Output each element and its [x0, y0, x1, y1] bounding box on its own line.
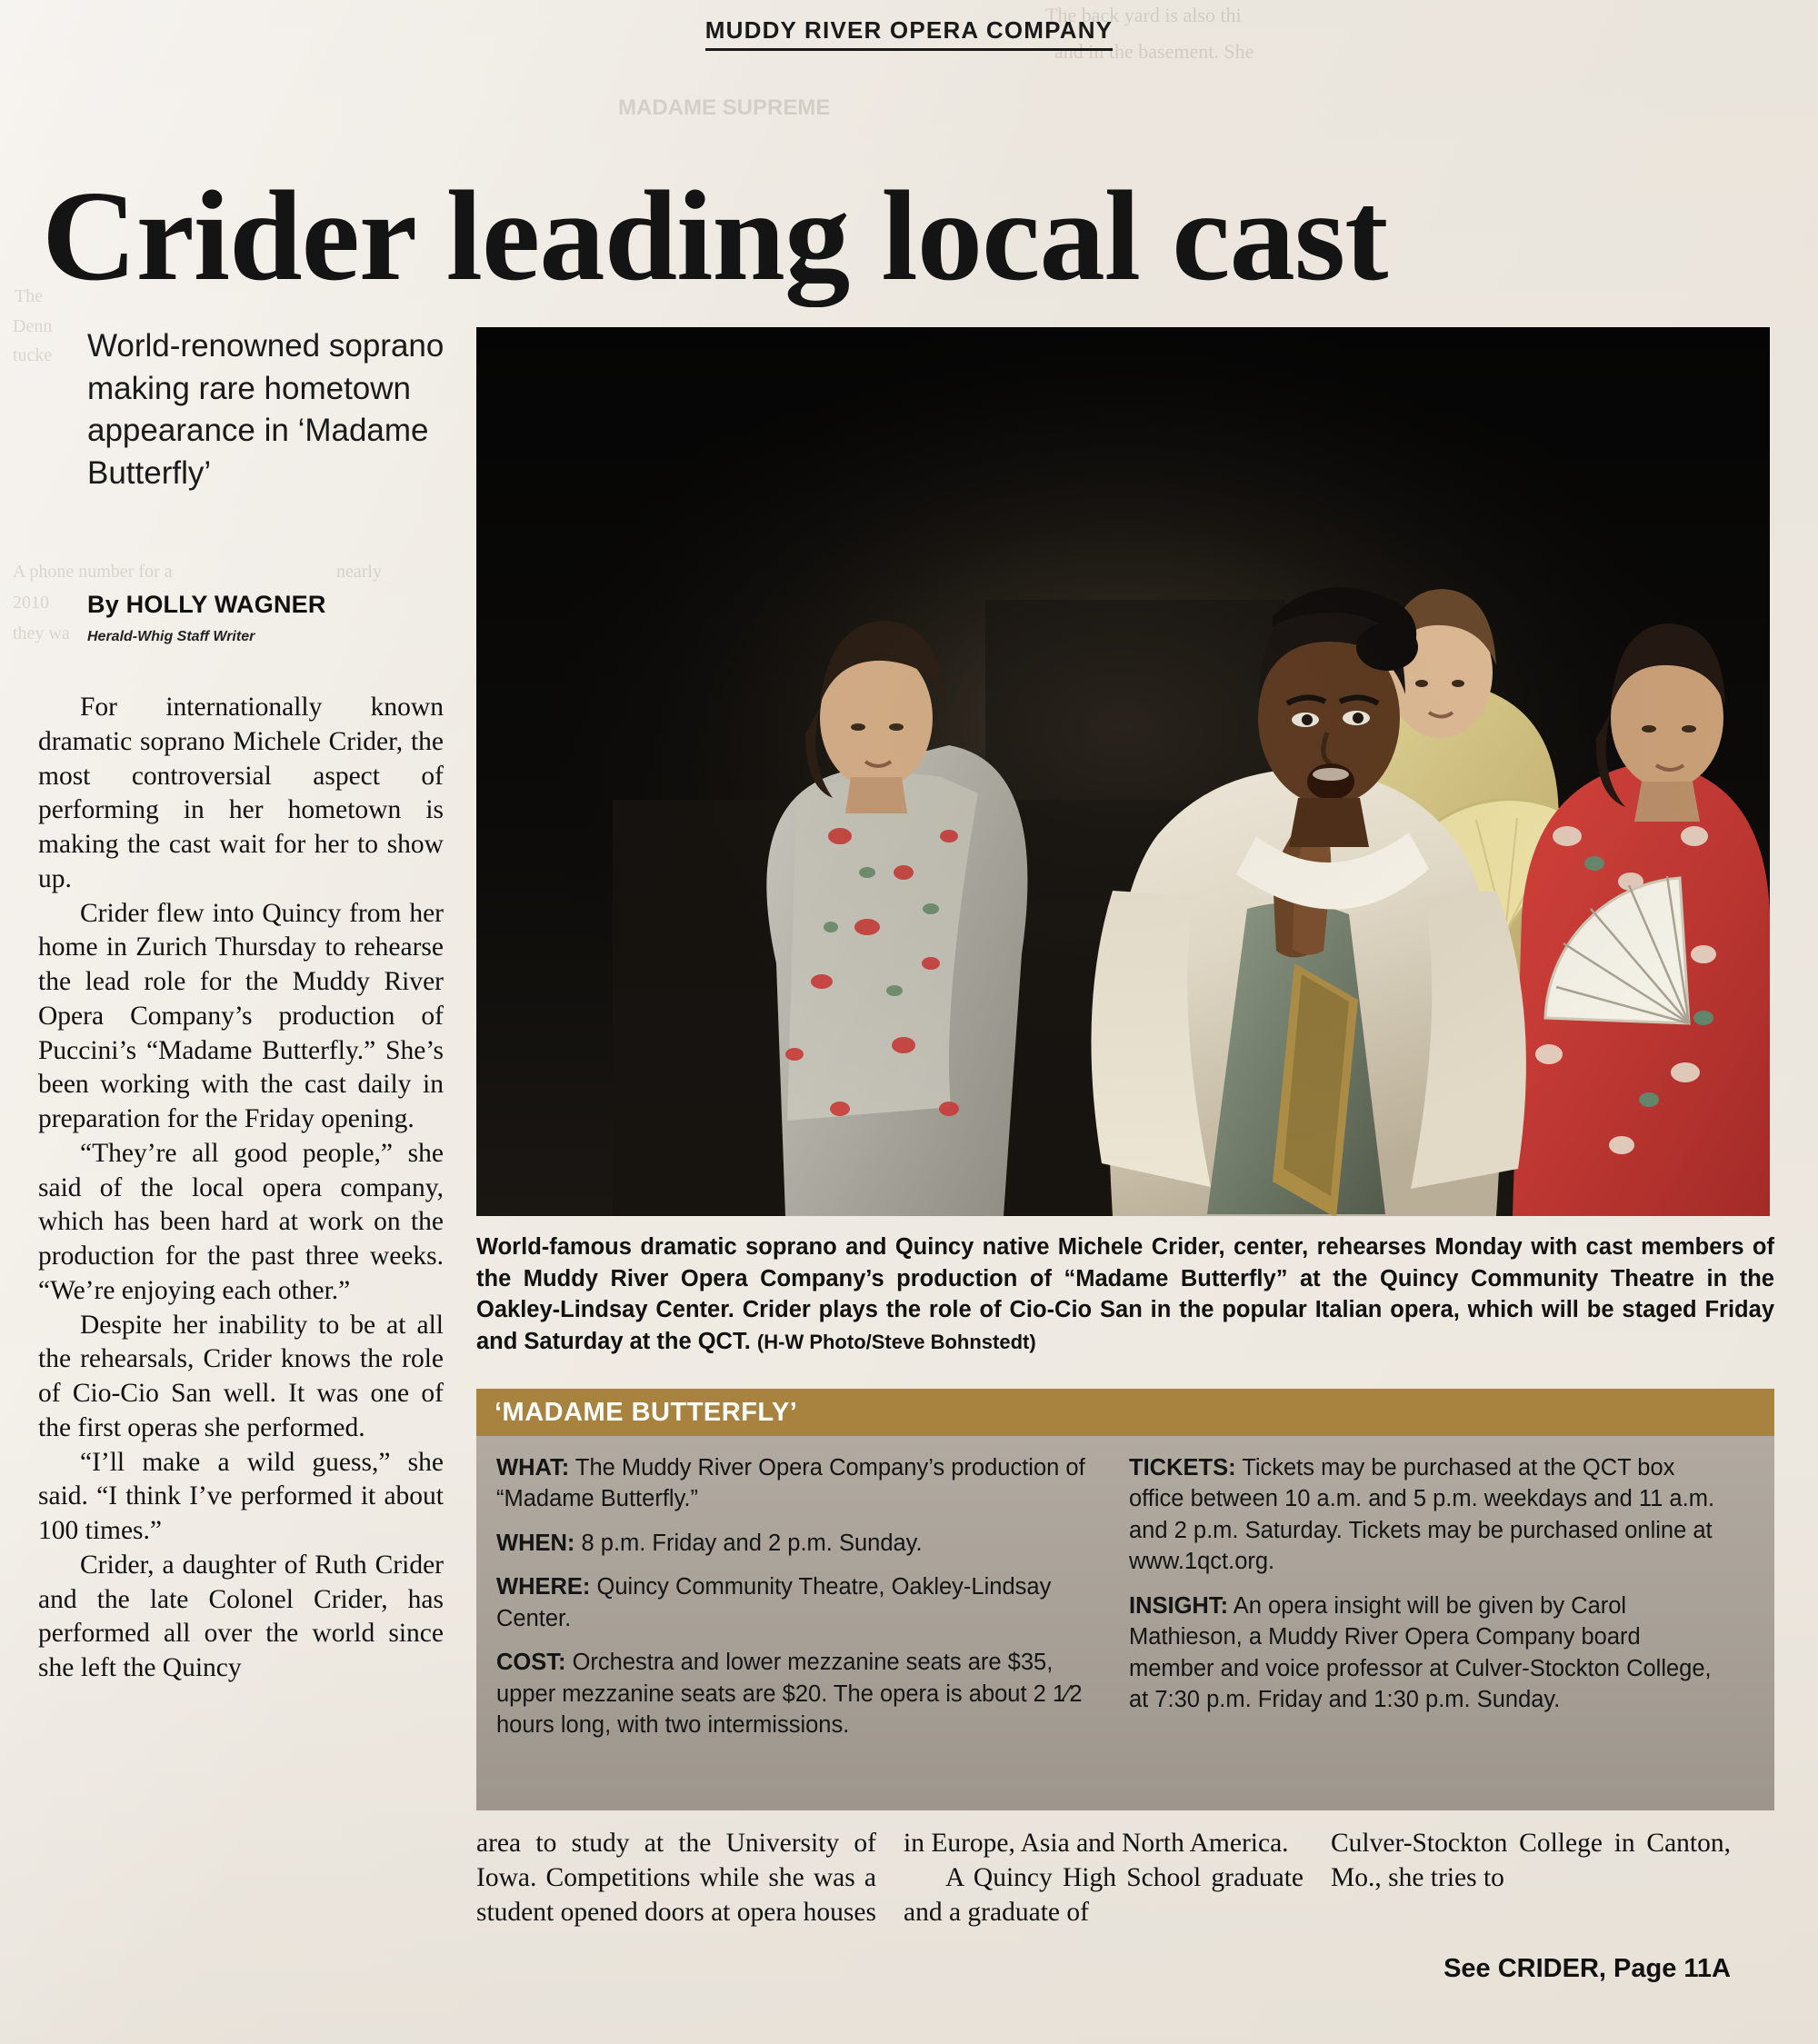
factbox-item-text: The Muddy River Opera Company’s production of “Madame Butterfly.”: [496, 1455, 1085, 1512]
factbox-columns: [476, 1436, 1774, 1753]
factbox-item-text: 8 p.m. Friday and 2 p.m. Sunday.: [574, 1530, 923, 1556]
factbox-item-text: An opera insight will be given by Carol Mathieson, a Muddy River Opera Company board member and voice professor at Culver-Stockton College, at 7:30 p.m. Friday and 1:30 p.m. Sunday.: [1129, 1592, 1712, 1712]
bleed-text: nearly: [336, 562, 382, 582]
bottom-column-2: [904, 1827, 1304, 1986]
section-kicker: MUDDY RIVER OPERA COMPANY: [705, 16, 1113, 51]
byline: By HOLLY WAGNER: [87, 591, 326, 618]
body-paragraph: A Quincy High School graduate and a graduate of: [904, 1862, 1304, 1927]
factbox-item: [496, 1647, 1096, 1740]
bottom-column-3: [1331, 1827, 1731, 1986]
jump-line: See CRIDER, Page 11A: [1443, 1953, 1731, 1983]
factbox-item-text: Quincy Community Theatre, Oakley-Lindsay Center.: [496, 1574, 1052, 1631]
factbox-column-right: [1129, 1452, 1729, 1753]
deck-subhead: World-renowned soprano making rare hometown appearance in ‘Madame Butterfly’: [87, 328, 445, 491]
factbox-item-label: WHEN:: [496, 1530, 575, 1556]
body-paragraph: Crider flew into Quincy from her home in Zurich Thursday to rehearse the lead role for the Muddy River Opera Company’s production of Puccini’s “Madame Butterfly.” She’s been working with the cast daily in preparation for the Friday opening.: [38, 898, 444, 1133]
factbox-item-text: Tickets may be purchased at the QCT box office between 10 a.m. and 5 p.m. weekdays and 11 a.m. and 2 p.m. Saturday. Tickets may be purchased online at www.1qct.org.: [1129, 1455, 1715, 1575]
body-paragraph: in Europe, Asia and North America.: [904, 1829, 1289, 1858]
factbox-item-label: INSIGHT:: [1129, 1592, 1229, 1619]
factbox-item: [1129, 1590, 1729, 1716]
body-paragraph: “I’ll make a wild guess,” she said. “I think I’ve performed it about 100 times.”: [38, 1447, 444, 1545]
body-paragraph: Crider, a daughter of Ruth Crider and the late Colonel Crider, has performed all over the world since she left the Quincy: [38, 1550, 444, 1682]
factbox-title: ‘MADAME BUTTERFLY’: [494, 1397, 798, 1427]
factbox-item-label: WHAT:: [496, 1455, 570, 1481]
article-body-left: [38, 691, 444, 1686]
bleed-text: 2010: [13, 593, 49, 613]
factbox-item-label: COST:: [496, 1650, 566, 1676]
factbox-header: [476, 1389, 1774, 1436]
caption-text: World-famous dramatic soprano and Quincy native Michele Crider, center, rehearses Monday with cast members of the Muddy River Opera Company’s production of “Madame Butterfly” at the Quincy Community Theatre in the Oakley-Lindsay Center. Crider plays the role of Cio-Cio San in the popular Italian opera, which will be staged Friday and Saturday at the QCT.: [476, 1234, 1774, 1355]
bleed-text: Denn: [13, 316, 53, 336]
factbox-column-left: [496, 1452, 1096, 1753]
byline-title: Herald-Whig Staff Writer: [87, 629, 255, 644]
kicker-wrap: [0, 16, 1818, 51]
body-paragraph: area to study at the University of Iowa. Competitions while she was a student opened doors at opera houses: [476, 1829, 876, 1927]
bleed-text: The back yard is also thi: [1045, 4, 1242, 26]
factbox-item-label: TICKETS:: [1129, 1455, 1236, 1481]
body-paragraph: For internationally known dramatic soprano Michele Crider, the most controversial aspect of performing in her hometown is making the cast wait for her to show up.: [38, 693, 444, 893]
page-title: Crider leading local cast: [42, 164, 1388, 308]
photo-caption: [476, 1231, 1774, 1358]
opera-rehearsal-photo: [476, 327, 1770, 1216]
article-body-bottom: [476, 1827, 1774, 1986]
factbox-item: [496, 1452, 1096, 1515]
factbox-item: [496, 1571, 1096, 1634]
factbox-item: [1129, 1452, 1729, 1578]
bottom-column-1: [476, 1827, 876, 1986]
factbox-item: [496, 1528, 1096, 1559]
body-paragraph: “They’re all good people,” she said of the local opera company, which has been hard at work on the production for the past three weeks. “We’re enjoying each other.”: [38, 1138, 444, 1305]
bleed-text: they wa: [13, 623, 70, 643]
bleed-text: The: [15, 286, 44, 306]
photo-credit: (H-W Photo/Steve Bohnstedt): [756, 1331, 1036, 1354]
bleed-text: MADAME SUPREME: [618, 95, 831, 120]
bleed-text: A phone number for a: [13, 562, 173, 582]
factbox: [476, 1389, 1774, 1810]
factbox-item-label: WHERE:: [496, 1574, 591, 1600]
bleed-text: and in the basement. She: [1054, 40, 1254, 63]
body-paragraph: Despite her inability to be at all the rehearsals, Crider knows the role of Cio-Cio San well. It was one of the first operas she performed.: [38, 1310, 444, 1442]
body-paragraph: Culver-Stockton College in Canton, Mo., she tries to: [1331, 1829, 1731, 1892]
bleed-text: tucke: [13, 345, 53, 365]
factbox-item-text: Orchestra and lower mezzanine seats are $35, upper mezzanine seats are $20. The opera is about 2 1⁄2 hours long, with two intermissions.: [496, 1650, 1083, 1738]
